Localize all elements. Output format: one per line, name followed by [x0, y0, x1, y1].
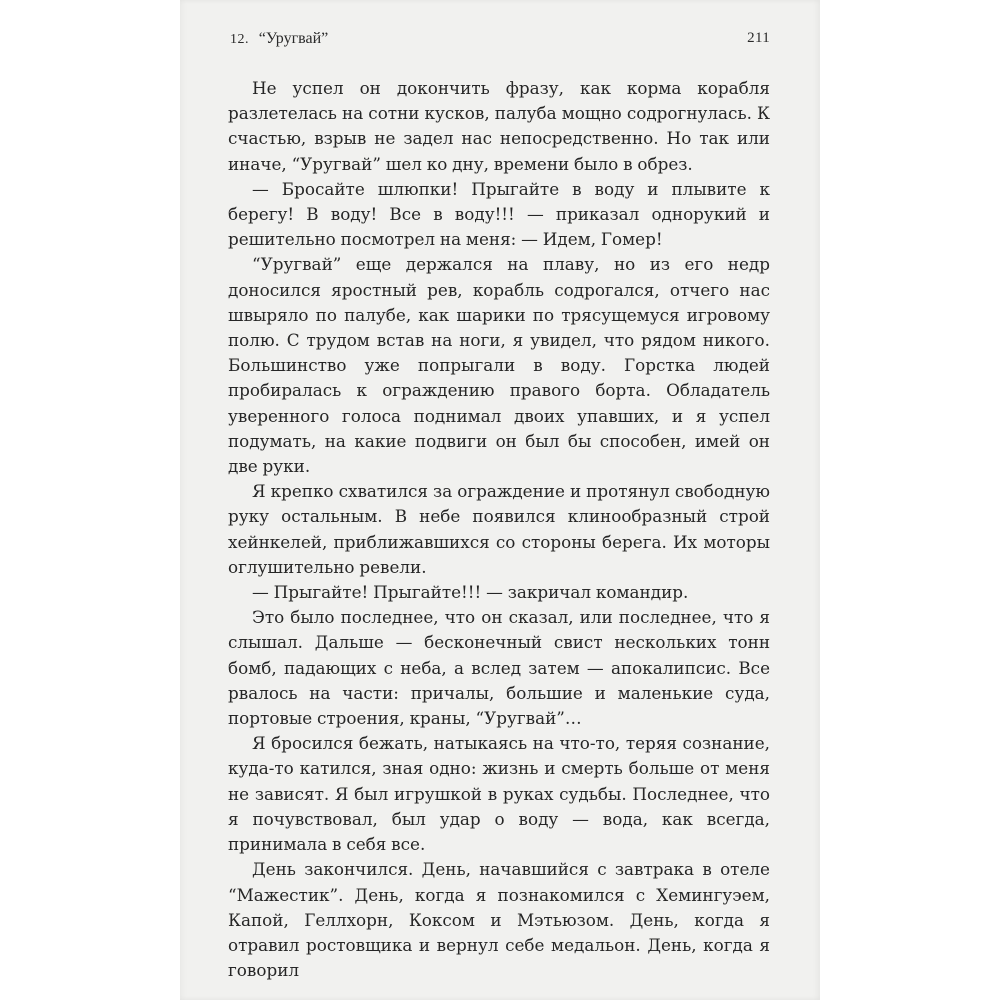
paragraph: Это было последнее, что он сказал, или последнее, что я слышал. Дальше — бесконечный свист нескольких тонн бомб, падающих с неба, а вслед затем — апокалипсис. Все рвалось на части: причалы, большие и маленькие суда, портовые строения, краны, “Уругвай”…	[228, 607, 770, 729]
paragraph: Я крепко схватился за ограждение и протянул свободную руку остальным. В небе появился клинообразный строй хейнкелей, приближавшихся со стороны берега. Их моторы оглушительно ревели.	[228, 481, 770, 577]
chapter-number: 12.	[230, 32, 249, 47]
paragraph: Не успел он докончить фразу, как корма корабля разлетелась на сотни кусков, палуба мощно содрогнулась. К счастью, взрыв не задел нас непосредственно. Но так или иначе, “Уругвай” шел ко дну, времени было в обрез.	[228, 78, 770, 174]
page-header	[230, 30, 770, 52]
paragraph: “Уругвай” еще держался на плаву, но из его недр доносился яростный рев, корабль содрогался, отчего нас швыряло по палубе, как шарики по трясущемуся игровому полю. С трудом встав на ноги, я увидел, что рядом никого. Большинство уже попрыгали в воду. Горстка людей пробиралась к ограждению правого борта. Обладатель уверенного голоса поднимал двоих упавших, и я успел подумать, на какие подвиги он был бы способен, имей он две руки.	[228, 254, 770, 477]
paragraph: — Прыгайте! Прыгайте!!! — закричал командир.	[252, 582, 689, 603]
paragraph: Я бросился бежать, натыкаясь на что-то, теряя сознание, куда-то катился, зная одно: жизнь и смерть больше от меня не зависят. Я был игрушкой в руках судьбы. Последнее, что я почувствовал, был удар о воду — вода, как всегда, принимала в себя все.	[228, 733, 770, 855]
body-text	[228, 76, 770, 983]
paragraph: — Бросайте шлюпки! Прыгайте в воду и плывите к берегу! В воду! Все в воду!!! — приказал однорукий и решительно посмотрел на меня: — Идем, Гомер!	[228, 178, 770, 250]
chapter-title: “Уругвай”	[258, 30, 329, 47]
book-page	[180, 0, 820, 1000]
page-number: 211	[747, 30, 770, 46]
running-head	[230, 30, 328, 48]
paragraph: День закончился. День, начавшийся с завтрака в отеле “Мажестик”. День, когда я познакомился с Хемингуэем, Капой, Геллхорн, Коксом и Мэтьюзом. День, когда я отравил ростовщика и вернул себе медальон. День, когда я говорил	[228, 859, 770, 981]
